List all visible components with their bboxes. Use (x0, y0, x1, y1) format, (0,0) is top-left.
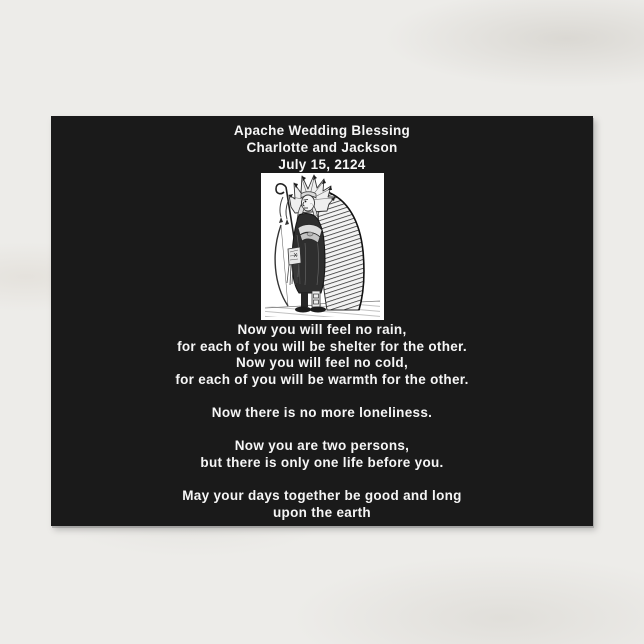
poem-line-blank-2 (51, 422, 593, 439)
wedding-date: July 15, 2124 (278, 157, 366, 172)
card-title: Apache Wedding Blessing (233, 123, 411, 138)
wedding-blessing-postcard (51, 116, 593, 526)
poem-line-4: for each of you will be warmth for the other. (175, 371, 469, 387)
poem-line-1: Now you will feel no rain, (237, 322, 407, 337)
poem-line-6: Now you are two persons, (234, 438, 410, 454)
poem-line-3: Now you will feel no cold, (235, 355, 409, 371)
poem-line-9: upon the earth (273, 504, 371, 520)
poem-line-blank-1 (51, 388, 593, 405)
card-header (51, 116, 593, 173)
blessing-poem (51, 322, 593, 521)
poem-line-5: Now there is no more loneliness. (211, 404, 433, 420)
chief-engraving-svg (261, 173, 384, 320)
poem-line-blank-3 (51, 471, 593, 488)
chief-illustration (261, 173, 384, 320)
couple-names: Charlotte and Jackson (246, 140, 398, 155)
poem-line-7: but there is only one life before you. (200, 454, 444, 470)
poem-line-8: May your days together be good and long (182, 487, 462, 503)
poem-line-2: for each of you will be shelter for the other. (177, 338, 467, 354)
